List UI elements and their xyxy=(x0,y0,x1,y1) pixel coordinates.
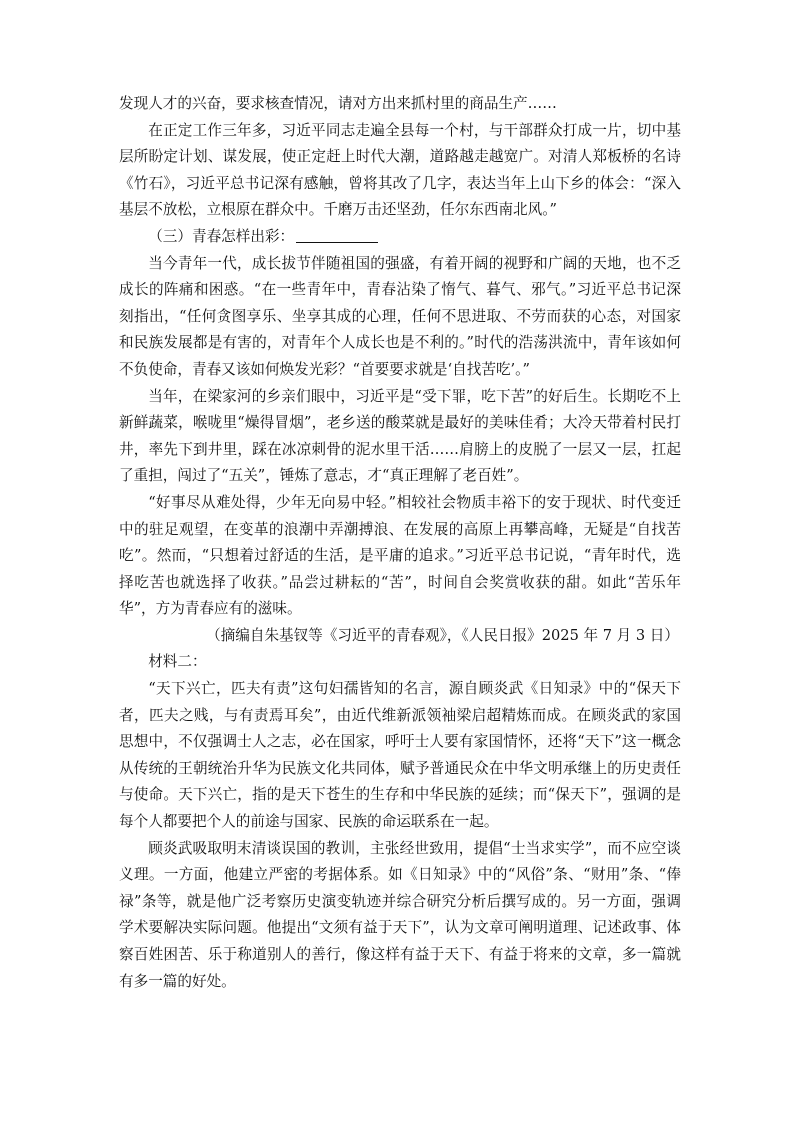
paragraph-hardship: “好事尽从难处得，少年无向易中轻。”相较社会物质丰裕下的安于现状、时代变迁中的驻足观望，在变革的浪潮中弄潮搏浪、在发展的高原上再攀高峰，无疑是“自找苦吃”。然而，“只想着过舒适的生活，是平庸的追求。”习近平总书记说，“青年时代，选择吃苦也就选择了收获。”品尝过耕耘的“苦”，时间自会奖赏收获的甜。如此“苦乐年华”，方为青春应有的滋味。 xyxy=(119,493,681,618)
paragraph-continuation: 发现人才的兴奋，要求核查情况，请对方出来抓村里的商品生产…… xyxy=(119,95,557,112)
paragraph-zhengding: 在正定工作三年多，习近平同志走遍全县每一个村，与干部群众打成一片，切中基层所盼定计划、谋发展，使正定赶上时代大潮，道路越走越宽广。对清人郑板桥的名诗《竹石》，习近平总书记深有感触，曾将其改了几字，表达当年上山下乡的体会：“深入基层不放松，立根原在群众中。千磨万击还坚劲，任尔东西南北风。” xyxy=(119,121,681,219)
document-page xyxy=(119,91,681,995)
source-citation: （摘编自朱基钗等《习近平的青春观》，《人民日报》2025 年 7 月 3 日） xyxy=(206,626,679,644)
section-heading-text: （三）青春怎样出彩： xyxy=(148,227,295,245)
section-heading-3 xyxy=(119,224,681,251)
paragraph-gu-yanwu-1: “天下兴亡，匹夫有责”这句妇孺皆知的名言，源自顾炎武《日知录》中的“保天下者，匹夫之贱，与有责焉耳矣”，由近代维新派领袖梁启超精炼而成。在顾炎武的家国思想中，不仅强调士人之志，必在国家，呼吁士人要有家国情怀，还将“天下”这一概念从传统的王朝统治升华为民族文化共同体，赋予普通民众在中华文明承继上的历史责任与使命。天下兴亡，指的是天下苍生的生存和中华民族的延续；而“保天下”，强调的是每个人都要把个人的前途与国家、民族的命运联系在一起。 xyxy=(119,680,681,831)
material-2-heading: 材料二： xyxy=(148,653,207,671)
answer-blank[interactable] xyxy=(296,228,378,243)
paragraph-youth-today: 当今青年一代，成长拔节伴随祖国的强盛，有着开阔的视野和广阔的天地，也不乏成长的阵痛和困惑。“在一些青年中，青春沾染了惰气、暮气、邪气。”习近平总书记深刻指出，“任何贪图享乐、坐享其成的心理，任何不思进取、不劳而获的心态，对国家和民族发展都是有害的，对青年个人成长也是不利的。”时代的浩荡洪流中，青年该如何不负使命，青春又该如何焕发光彩？“首要要求就是‘自找苦吃’。” xyxy=(119,254,681,378)
paragraph-liangjiahe: 当年，在梁家河的乡亲们眼中，习近平是“受下罪，吃下苦”的好后生。长期吃不上新鲜蔬菜，喉咙里“燥得冒烟”，老乡送的酸菜就是最好的美味佳肴；大冷天带着村民打井，率先下到井里，踩在冰凉刺骨的泥水里干活……肩膀上的皮脱了一层又一层，扛起了重担，闯过了“五关”，锤炼了意志，才“真正理解了老百姓”。 xyxy=(119,387,681,485)
paragraph-gu-yanwu-2: 顾炎武吸取明末清谈误国的教训，主张经世致用，提倡“士当求实学”，而不应空谈义理。一方面，他建立严密的考据体系。如《日知录》中的“风俗”条、“财用”条、“俸禄”条等，就是他广泛考察历史演变轨迹并综合研究分析后撰写成的。另一方面，强调学术要解决实际问题。他提出“文须有益于天下”，认为文章可阐明道理、记述政事、体察百姓困苦、乐于称道别人的善行，像这样有益于天下、有益于将来的文章，多一篇就有多一篇的好处。 xyxy=(119,839,681,990)
